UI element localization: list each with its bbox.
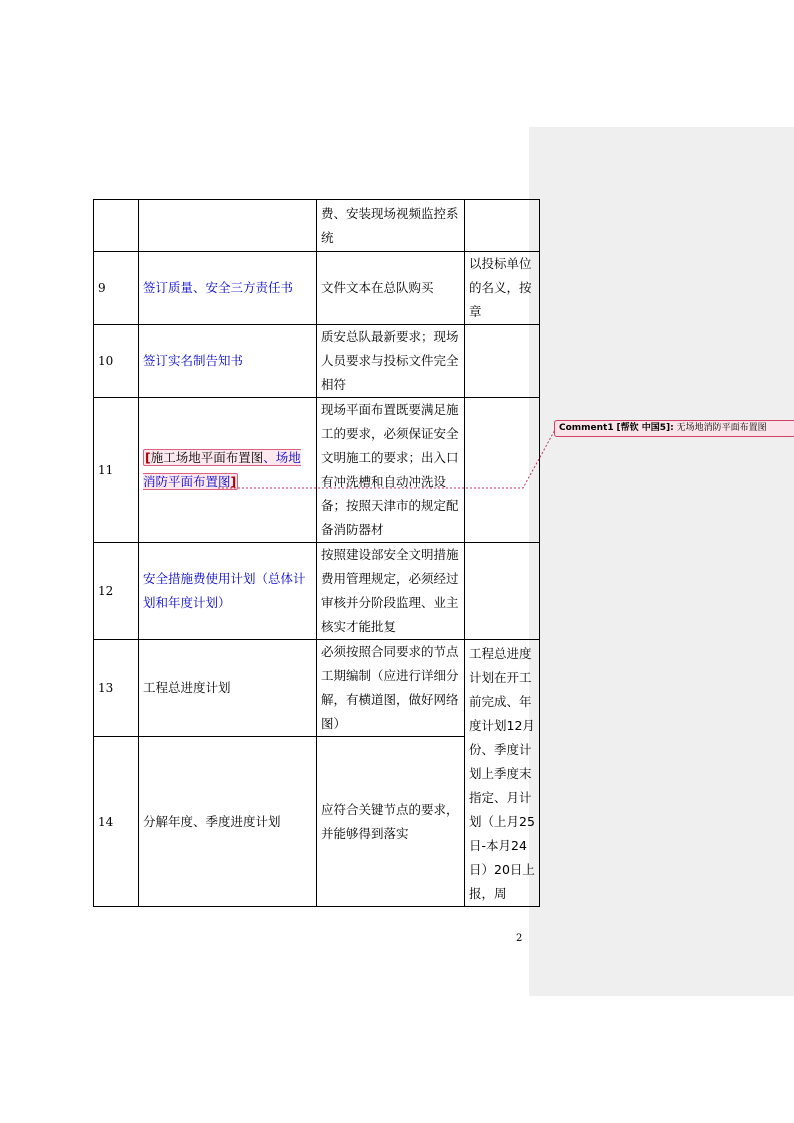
commented-text[interactable]: [施工场地平面布置图、场地消防平面布置图]	[143, 450, 301, 489]
row-number: 10	[94, 325, 139, 398]
page-number: 2	[516, 933, 523, 944]
row-item: 安全措施费使用计划（总体计划和年度计划）	[139, 543, 317, 640]
row-number: 14	[94, 737, 139, 907]
row-number: 9	[94, 252, 139, 325]
row-item: 工程总进度计划	[139, 640, 317, 737]
row-number: 11	[94, 398, 139, 543]
row-requirement: 现场平面布置既要满足施工的要求，必须保证安全文明施工的要求；出入口有冲洗槽和自动冲洗设备；按照天津市的规定配备消防器材	[317, 398, 465, 543]
row-requirement: 应符合关键节点的要求，并能够得到落实	[317, 737, 465, 907]
row-item: 分解年度、季度进度计划	[139, 737, 317, 907]
row-requirement: 按照建设部安全文明措施费用管理规定，必须经过审核并分阶段监理、业主核实才能批复	[317, 543, 465, 640]
row-note: 以投标单位的名义，按章	[465, 252, 540, 325]
row-item: 签订实名制告知书	[139, 325, 317, 398]
row-number: 12	[94, 543, 139, 640]
row-number: 13	[94, 640, 139, 737]
row-requirement: 费、安装现场视频监控系统	[317, 200, 465, 252]
row-note: 工程总进度计划在开工前完成、年度计划12月份、季度计划上季度末指定、月计划（上月25日-本月24日）20日上报，周	[465, 640, 540, 907]
row-requirement: 文件文本在总队购买	[317, 252, 465, 325]
row-requirement: 必须按照合同要求的节点工期编制（应进行详细分解，有横道图，做好网络图）	[317, 640, 465, 737]
comment-balloon[interactable]: Comment1 [帮钦 中国5]: 无场地消防平面布置图	[554, 420, 794, 437]
row-item: 签订质量、安全三方责任书	[139, 252, 317, 325]
row-requirement: 质安总队最新要求；现场人员要求与投标文件完全相符	[317, 325, 465, 398]
